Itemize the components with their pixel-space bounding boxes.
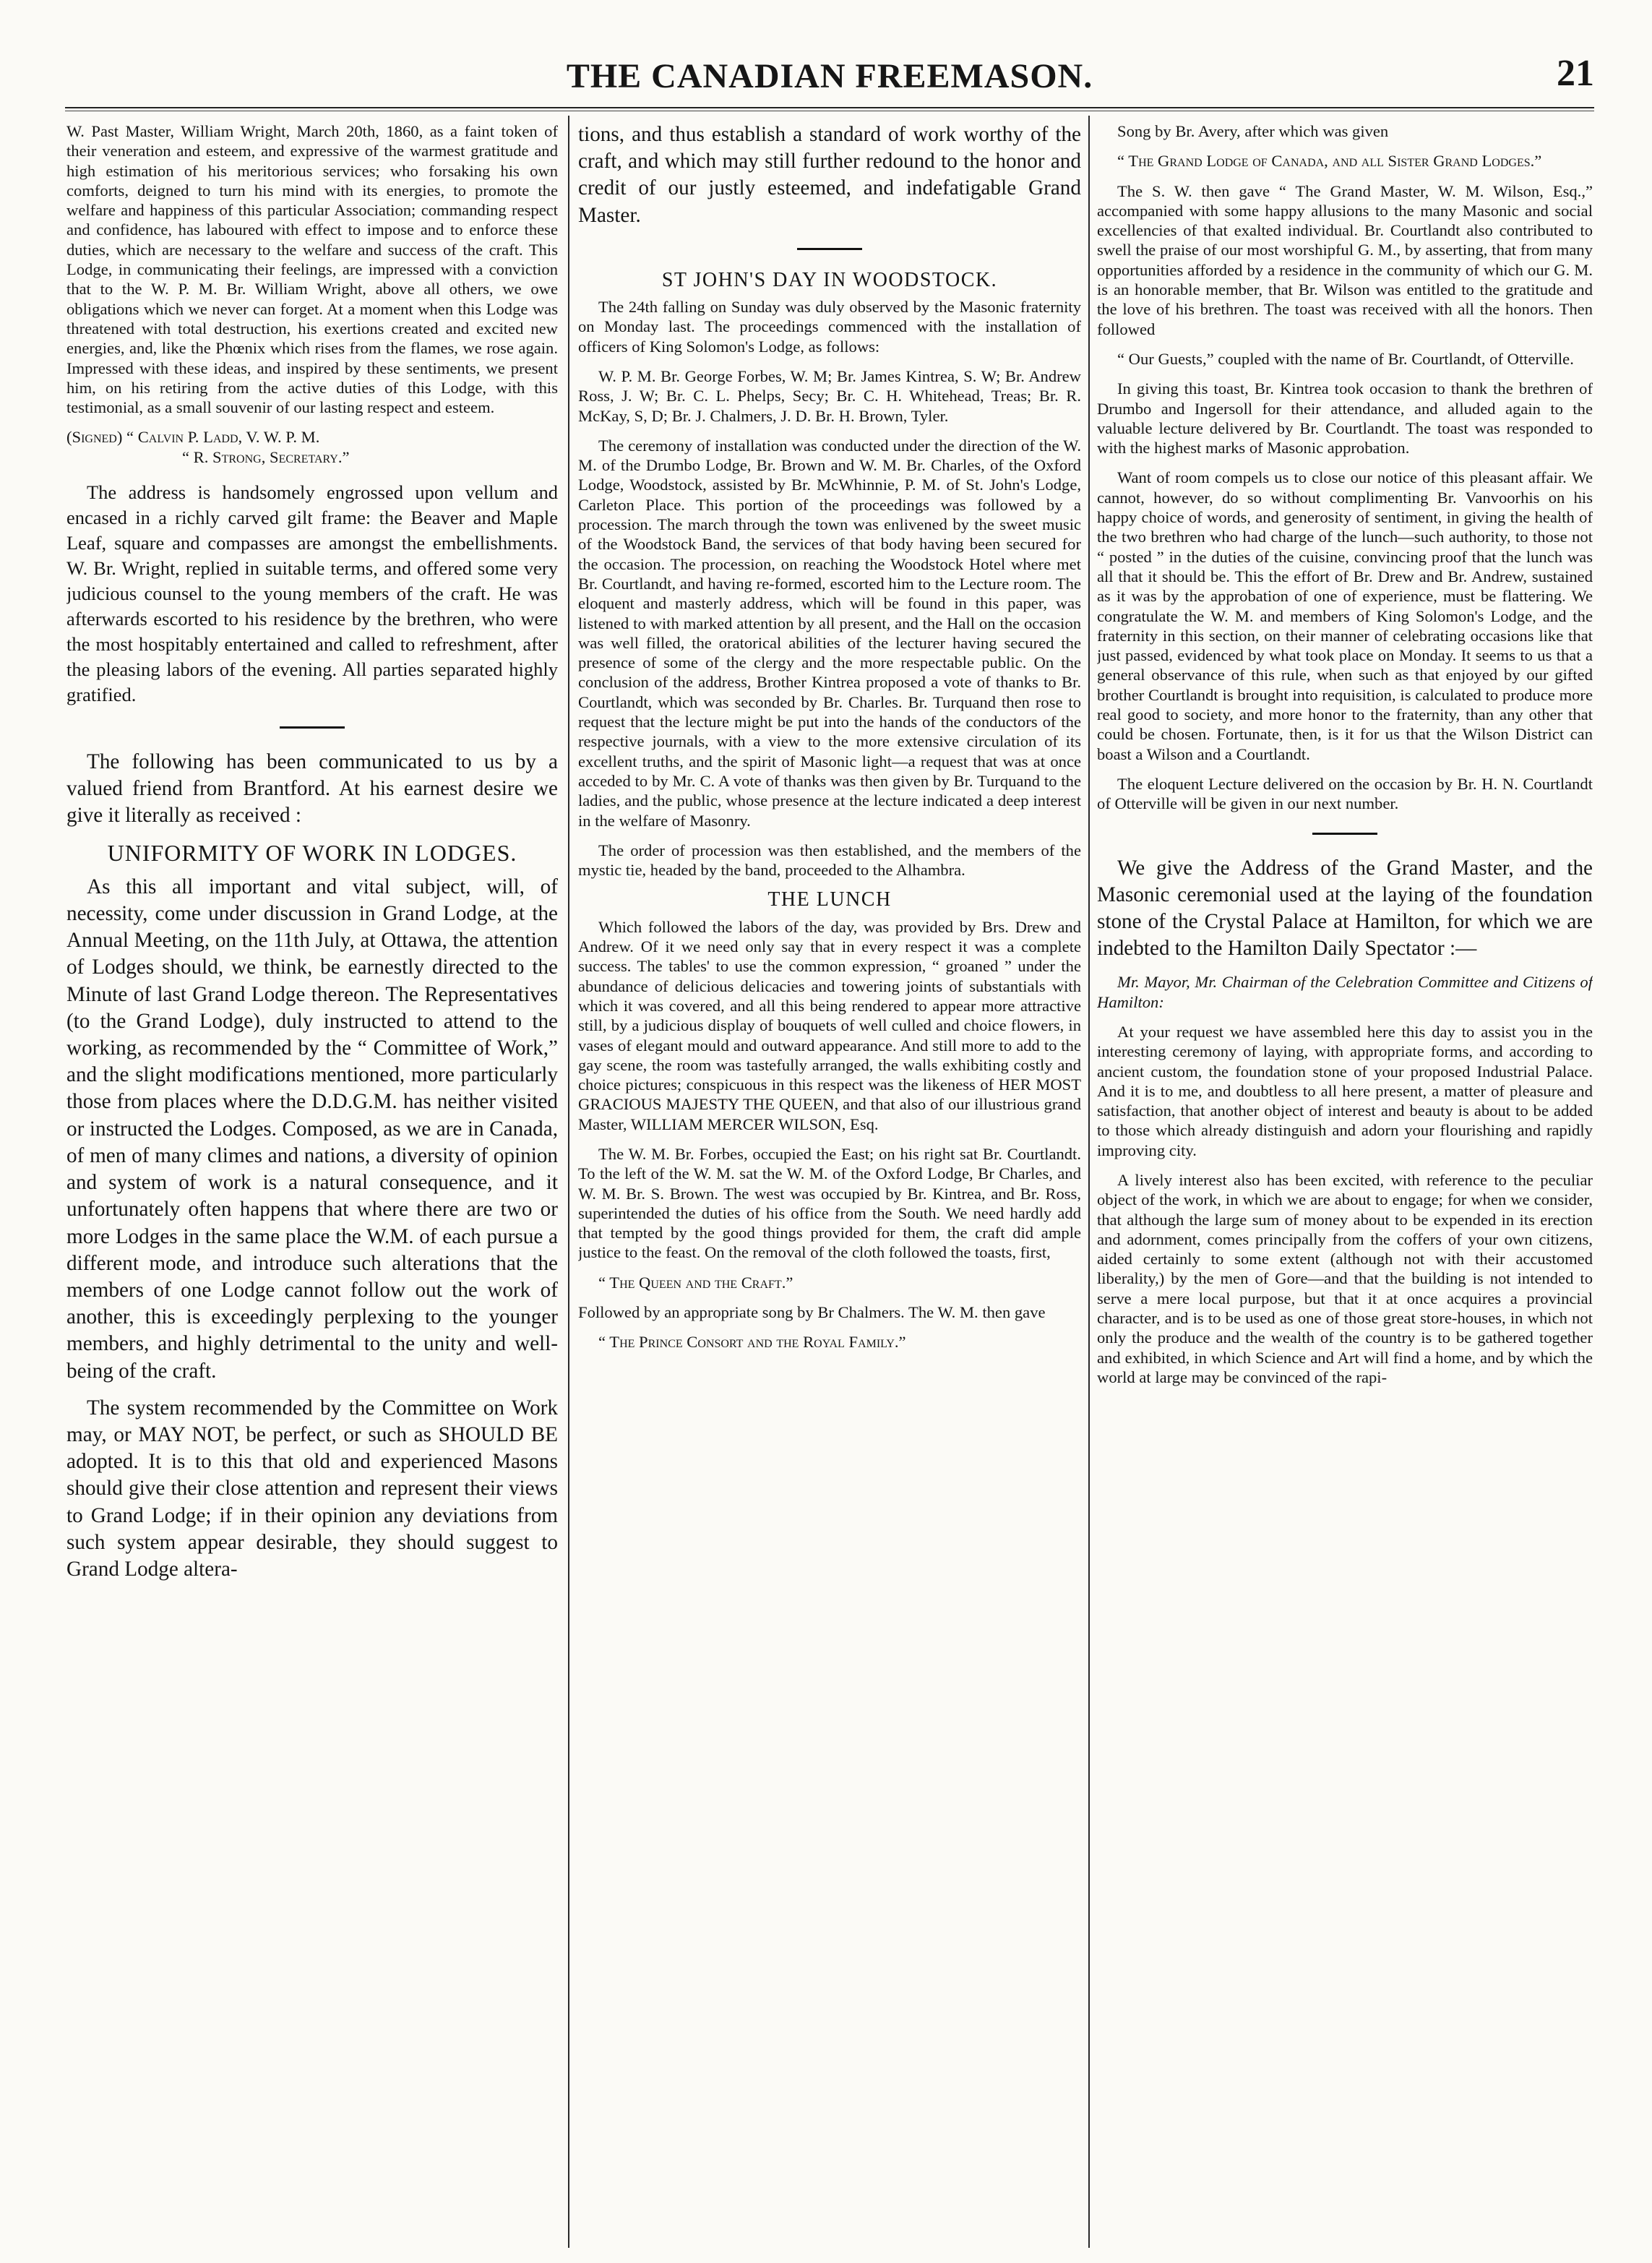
section-separator	[280, 726, 345, 729]
paragraph: W. P. M. Br. George Forbes, W. M; Br. James Kintrea, S. W; Br. Andrew Ross, J. W; Br. C. L. Phelps, Secy; Br. C. H. Whitehead, Treas; Br. R. McKay, S, D; Br. J. Chalmers, J. D. Br. H. Brown, Tyler.	[578, 367, 1081, 425]
section-separator	[797, 248, 862, 250]
header-rule	[65, 107, 1594, 111]
salutation: Mr. Mayor, Mr. Chairman of the Celebration Committee and Citizens of Hamilton:	[1097, 973, 1593, 1011]
article-heading: UNIFORMITY OF WORK IN LODGES.	[107, 839, 517, 866]
paragraph: We give the Address of the Grand Master, and the Masonic ceremonial used at the laying of the foundation stone of the Crystal Palace at Hamilton, for which we are indebted to the Hamilton Daily Spectator :—	[1097, 856, 1593, 961]
masthead-title: THE CANADIAN FREEMASON.	[566, 57, 1093, 95]
toast-line: “ The Grand Lodge of Canada, and all Sister Grand Lodges.”	[1117, 152, 1542, 171]
section-separator	[1312, 833, 1377, 835]
paragraph: The system recommended by the Committee on Work may, or MAY NOT, be perfect, or such as SHOULD BE adopted. It is to this that old and experienced Masons should give their close attention and represent their views to Grand Lodge; if in their opinion any deviations from such system appear desirable, they should suggest to Grand Lodge altera-	[66, 1396, 558, 1581]
paragraph: The ceremony of installation was conducted under the direction of the W. M. of the Drumbo Lodge, Br. Brown and W. M. Br. Charles, of the Oxford Lodge, Woodstock, assisted by Br. McWhinnie, P. M. of St. John's Lodge, Carleton Place. This portion of the proceedings was followed by a procession. The march through the town was enlivened by the sweet music of the Woodstock Band, the services of that body having been secured for the occasion. The procession, on reaching the Woodstock Hotel where met Br. Courtlandt, and having re-formed, escorted him to the Lecture room. The eloquent and masterly address, which will be found in this paper, was listened to with marked attention by all present, and the Hall on the occasion was well filled, the oratorical abilities of the lecturer having secured the presence of some of the clergy and the more respectable public. On the conclusion of the address, Brother Kintrea proposed a vote of thanks to Br. Courtlandt, which was seconded by Br. Charles. Br. Turquand then rose to request that the lecture might be put into the hands of the conductors of the respective journals, with a view to the more extensive circulation of its excellent truths, and the spirit of Masonic light—a request that was at once acceded to by Mr. C. A vote of thanks was then given by Br. Turquand to the ladies, and the public, whose presence at the lecture indicated a deep interest in the welfare of Masonry.	[578, 436, 1081, 830]
paragraph: “ Our Guests,” coupled with the name of Br. Courtlandt, of Otterville.	[1117, 349, 1574, 368]
column-middle	[578, 121, 1081, 2250]
column-right	[1097, 121, 1593, 2250]
paragraph: The S. W. then gave “ The Grand Master, W. M. Wilson, Esq.,” accompanied with some happy allusions to the many Masonic and social excellencies of that exalted individual. Br. Courtlandt also contributed to swell the praise of our most worshipful G. M., by asserting, that from many opportunities afforded by a residence in the community of which our G. M. is an honorable member, that Br. Wilson was entitled to the gratitude and the love of his brethren. The toast was received with all the honors. Then followed	[1097, 181, 1593, 338]
toast-line: “ The Queen and the Craft.”	[598, 1273, 793, 1292]
paragraph: The order of procession was then established, and the members of the mystic tie, headed by the band, proceeded to the Alhambra.	[578, 841, 1081, 880]
paragraph: The 24th falling on Sunday was duly observed by the Masonic fraternity on Monday last. The proceedings commenced with the installation of officers of King Solomon's Lodge, as follows:	[578, 298, 1081, 356]
column-left	[66, 121, 558, 2250]
paragraph: The W. M. Br. Forbes, occupied the East; on his right sat Br. Courtlandt. To the left of the W. M. sat the W. M. of the Oxford Lodge, Br Charles, and W. M. Br. S. Brown. The west was occupied by Br. Kintrea, and Br. Ross, superintended the duties of his office from the South. We need hardly add that tempted by the good things provided for them, the craft did ample justice to the feast. On the removal of the cloth followed the toasts, first,	[578, 1144, 1081, 1262]
toast-line: “ The Prince Consort and the Royal Family.”	[598, 1333, 906, 1352]
article-heading: ST JOHN'S DAY IN WOODSTOCK.	[661, 268, 998, 291]
column-divider	[568, 116, 569, 2248]
paragraph: Song by Br. Avery, after which was given	[1117, 122, 1389, 140]
paragraph: W. Past Master, William Wright, March 20th, 1860, as a faint token of their veneration and esteem, and expressive of the warmest gratitude and high estimation of his meritorious services; who forsaking his own comforts, deigned to turn his mind with its energies, to promote the welfare and happiness of this particular Association; commanding respect and confidence, has laboured with effect to impose and to enforce these duties, which are necessary to the welfare and success of the craft. This Lodge, in communicating their feelings, are impressed with a conviction that to the W. P. M. Br. William Wright, above all others, we owe obligations which we never can forget. At a moment when this Lodge was threatened with total destruction, his exertions created and excited new energies, and, like the Phœnix which rises from the flames, we rose again. Impressed with these ideas, and inspired by these sentiments, we present him, on his retiring from the active duties of this Lodge, with this testimonial, as a small souvenir of our lasting respect and esteem.	[66, 122, 558, 417]
signature-line: (Signed) “ Calvin P. Ladd, V. W. P. M.	[66, 428, 320, 447]
page-number: 21	[1557, 53, 1594, 94]
paragraph: The address is handsomely engrossed upon vellum and encased in a richly carved gilt frame: the Beaver and Maple Leaf, square and compasses are amongst the embellishments. W. Br. Wright, replied in suitable terms, and offered some very judicious counsel to the young members of the craft. He was afterwards escorted to his residence by the brethren, who were the most hospitably entertained and called to refreshment, after the pleasing labors of the evening. All parties separated highly gratified.	[66, 481, 558, 706]
paragraph: A lively interest also has been excited, with reference to the peculiar object of the work, in which we are about to engage; for when we consider, that although the large sum of money about to be expended in its erection and adornment, comes principally from the coffers of your own citizens, aided certainly to some extent (although not with their accustomed liberality,) by the men of Gore—and that the building is not intended to serve a mere local purpose, but that it at once acquires a provincial character, and is to be used as one of those great store-houses, in which not only the produce and the wealth of the country is to be gathered together and exhibited, in which Science and Art will find a home, and by which the world at large may be convinced of the rapi-	[1097, 1170, 1593, 1386]
paragraph: Want of room compels us to close our notice of this pleasant affair. We cannot, however, do so without complimenting Br. Vanvoorhis on his happy choice of words, and generosity of sentiment, in giving the health of the two brethren who had charge of the lunch—such authority, to those not “ posted ” in the duties of the cuisine, convincing proof that the lunch was all that it should be. This the effort of Br. Drew and Br. Andrew, sustained as it was by the approbation of one of experience, must be flattering. We congratulate the W. M. and members of King Solomon's Lodge, and the fraternity in this section, on their manner of celebrating occasions like that just passed, evidenced by what took place on Monday. It seems to us that a general observance of this rule, when such as that enjoyed by our gifted brother Courtlandt is brought into requisition, is calculated to produce more real good to society, and more honor to the fraternity, than any other that could be chosen. Fortunate, then, is it for us that the Wilson District can boast a Wilson and a Courtlandt.	[1097, 468, 1593, 763]
paragraph: In giving this toast, Br. Kintrea took occasion to thank the brethren of Drumbo and Ingersoll for their attendance, and alluded again to the valuable lecture delivered by Br. Courtlandt. The toast was responded to with the highest marks of Masonic approbation.	[1097, 379, 1593, 458]
paragraph: tions, and thus establish a standard of work worthy of the craft, and which may still further redound to the honor and credit of our justly esteemed, and indefatigable Grand Master.	[578, 123, 1081, 227]
paragraph: At your request we have assembled here this day to assist you in the interesting ceremony of laying, with appropriate forms, and according to ancient custom, the foundation stone of your proposed Industrial Palace. And it is to me, and doubtless to all here present, a matter of pleasure and satisfaction, that another object of interest and beauty is about to be added to those which already distinguish and adorn your flourishing and rapidly improving city.	[1097, 1022, 1593, 1159]
paragraph: Followed by an appropriate song by Br Chalmers. The W. M. then gave	[578, 1303, 1046, 1322]
column-divider	[1088, 116, 1090, 2248]
paragraph: As this all important and vital subject, will, of necessity, come under discussion in Grand Lodge, at the Annual Meeting, on the 11th July, at Ottawa, the attention of Lodges should, we think, be earnestly directed to the Minute of last Grand Lodge thereon. The Representatives (to the Grand Lodge), duly instructed to attend to the working, as recommended by the “ Committee of Work,” and the slight modifications mentioned, more particularly those from places where the D.D.G.M. has neither visited or instructed the Lodges. Composed, as we are in Canada, of men of many climes and nations, a diversity of opinion and system of work is a natural consequence, and it unfortunately often happens that where there are two or more Lodges in the same place the W.M. of each pursue a different mode, and introduce such alterations that the members of one Lodge cannot follow out the work of another, this is exceedingly perplexing to the younger members, and highly detrimental to the unity and well-being of the craft.	[66, 875, 558, 1383]
signature-line: “ R. Strong, Secretary.”	[182, 447, 350, 466]
paragraph: The following has been communicated to us by a valued friend from Brantford. At his earnest desire we give it literally as received :	[66, 750, 558, 828]
paragraph: The eloquent Lecture delivered on the occasion by Br. H. N. Courtlandt of Otterville will be given in our next number.	[1097, 774, 1593, 813]
paragraph: Which followed the labors of the day, was provided by Brs. Drew and Andrew. Of it we need only say that in every respect it was a complete success. The tables' to use the common expression, “ groaned ” under the abundance of delicious delicacies and towering joints of substantials with which it was covered, and all this being rendered to appear more attractive still, by a judicious display of bouquets of well culled and choice flowers, in vases of elegant mould and outward appearance. And still more to add to the gay scene, the room was tastefully arranged, the walls exhibiting costly and choice pictures; conspicuous in this respect was the likeness of HER MOST GRACIOUS MAJESTY THE QUEEN, and that also of our illustrious grand Master, WILLIAM MERCER WILSON, Esq.	[578, 917, 1081, 1133]
section-heading: THE LUNCH	[767, 888, 892, 911]
page-header	[65, 49, 1594, 108]
